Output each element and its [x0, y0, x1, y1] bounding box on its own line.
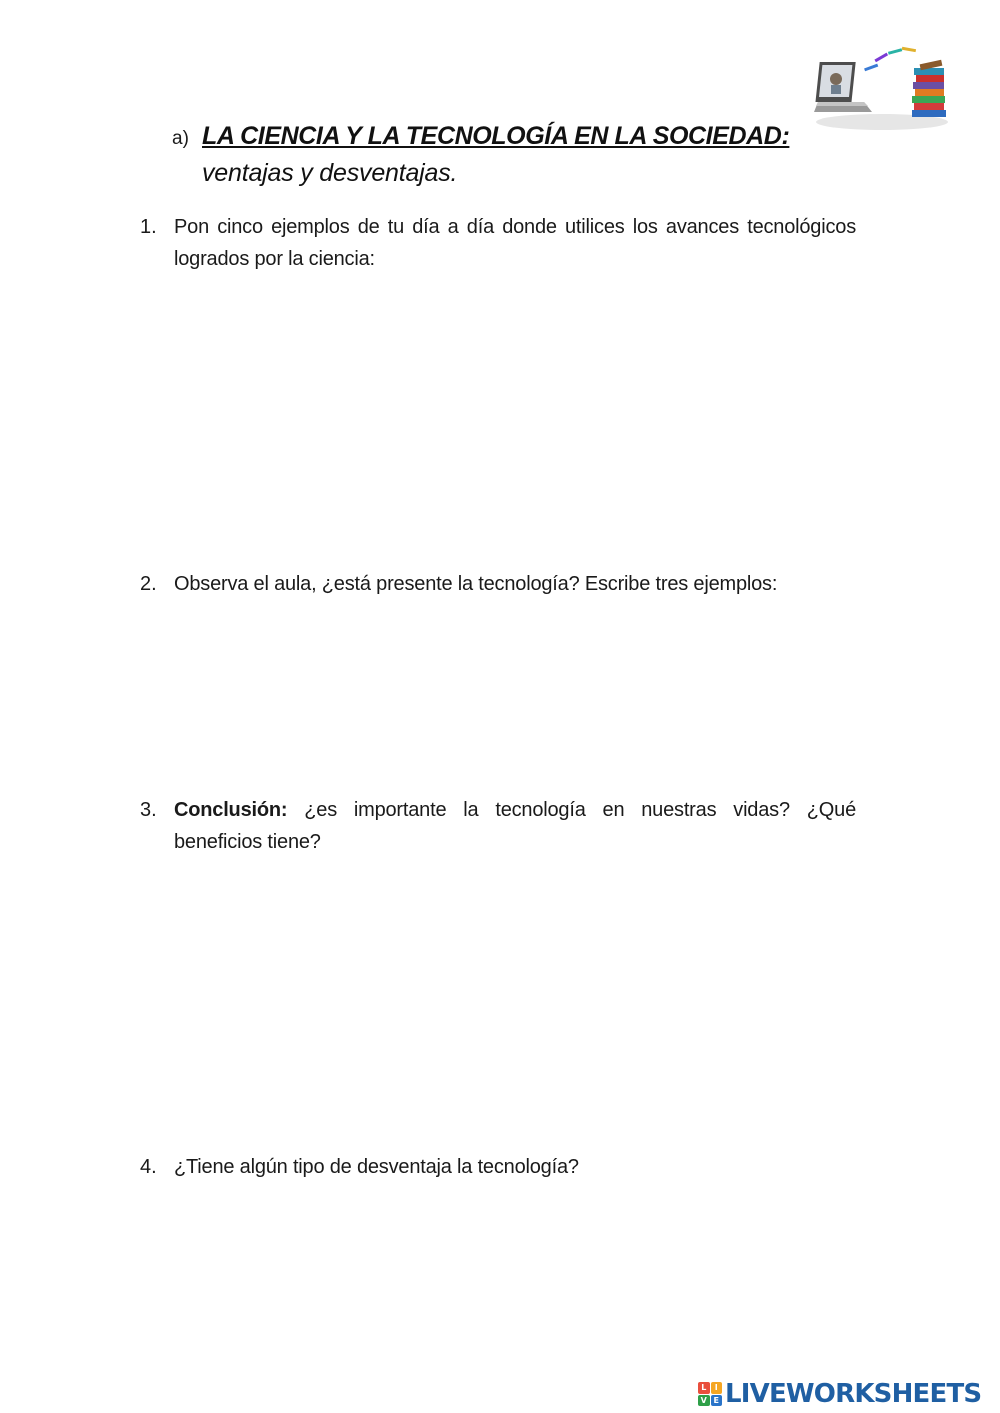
brand-name: LIVEWORKSHEETS	[725, 1379, 982, 1409]
logo-tile: E	[711, 1395, 723, 1407]
question-text: ¿Tiene algún tipo de desventaja la tecnología?	[174, 1156, 579, 1178]
title-list-marker: a)	[172, 128, 189, 149]
question-number: 1.	[140, 216, 157, 238]
question-text	[174, 794, 856, 858]
question-text: Observa el aula, ¿está presente la tecnología? Escribe tres ejemplos:	[174, 573, 778, 595]
logo-tile: V	[698, 1395, 710, 1407]
question-text: Pon cinco ejemplos de tu día a día donde utilices los avances tecnológicos logrados por la ciencia:	[174, 216, 856, 270]
liveworksheets-brand	[698, 1378, 981, 1410]
title-subtitle: ventajas y desventajas.	[202, 159, 458, 187]
question-text-rest: ¿es importante la tecnología en nuestras vidas? ¿Qué beneficios tiene?	[174, 799, 856, 853]
question-item	[140, 211, 856, 275]
laptop-and-books-illustration	[812, 40, 958, 132]
title-row	[172, 122, 832, 151]
worksheet-title	[172, 122, 832, 188]
question-number: 2.	[140, 573, 157, 595]
question-item	[140, 568, 856, 600]
title-main-heading: LA CIENCIA Y LA TECNOLOGÍA EN LA SOCIEDAD:	[202, 122, 790, 150]
question-number: 3.	[140, 799, 157, 821]
logo-tile: L	[698, 1382, 710, 1394]
question-item	[140, 1151, 856, 1183]
liveworksheets-logo-icon	[698, 1382, 722, 1406]
question-number: 4.	[140, 1156, 157, 1178]
question-bold-label: Conclusión:	[174, 799, 288, 821]
question-item	[140, 794, 856, 858]
logo-tile: I	[711, 1382, 723, 1394]
